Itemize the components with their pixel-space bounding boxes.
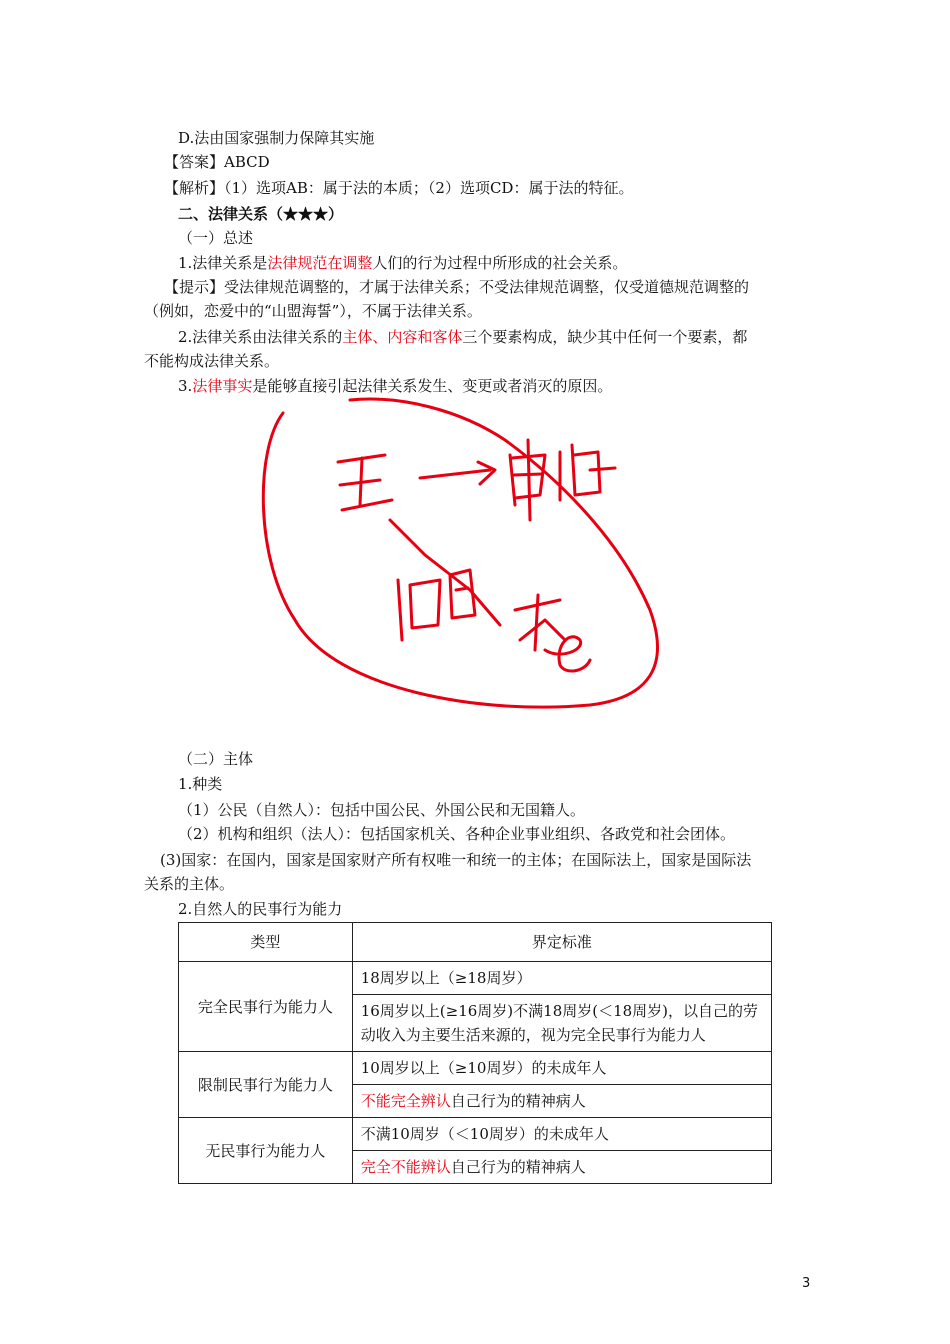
table-row [179, 962, 772, 995]
criteria-cell: 10周岁以上（≥10周岁）的未成年人 [352, 1052, 771, 1085]
subsection-overview: （一）总述 [178, 229, 254, 247]
tip-line-1: 【提示】受法律规范调整的，才属于法律关系；不受法律规范调整，仅受道德规范调整的 [164, 278, 750, 296]
type-limited: 限制民事行为能力人 [179, 1052, 353, 1118]
tip-line-2: （例如，恋爱中的“山盟海誓”），不属于法律关系。 [144, 302, 482, 320]
para-1: 1.法律关系是法律规范在调整人们的行为过程中所形成的社会关系。 [178, 254, 628, 272]
criteria-cell: 完全不能辨认自己行为的精神病人 [352, 1151, 771, 1184]
para-3: 3.法律事实是能够直接引起法律关系发生、变更或者消灭的原因。 [178, 377, 613, 395]
criteria-cell: 不满10周岁（＜10周岁）的未成年人 [352, 1118, 771, 1151]
kind-citizen: （1）公民（自然人）：包括中国公民、外国公民和无国籍人。 [178, 801, 586, 819]
criteria-cell: 16周岁以上(≥16周岁)不满18周岁(＜18周岁)，以自己的劳动收入为主要生活来源的，视为完全民事行为能力人 [352, 995, 771, 1052]
table-row [179, 1052, 772, 1085]
type-none: 无民事行为能力人 [179, 1118, 353, 1184]
table-header-type: 类型 [179, 923, 353, 962]
table-row [179, 1118, 772, 1151]
answer-line: 【答案】ABCD [164, 153, 270, 171]
table-header-row [179, 923, 772, 962]
kinds-heading: 1.种类 [178, 775, 223, 793]
criteria-cell: 18周岁以上（≥18周岁） [352, 962, 771, 995]
capacity-table [178, 922, 772, 1184]
option-d: D.法由国家强制力保障其实施 [178, 129, 375, 147]
para-2-cont: 不能构成法律关系。 [144, 352, 280, 370]
table-header-criteria: 界定标准 [352, 923, 771, 962]
criteria-cell: 不能完全辨认自己行为的精神病人 [352, 1085, 771, 1118]
kind-state-cont: 关系的主体。 [144, 875, 235, 893]
type-full: 完全民事行为能力人 [179, 962, 353, 1052]
kind-state: (3)国家：在国内，国家是国家财产所有权唯一和统一的主体；在国际法上，国家是国际法 [160, 851, 752, 869]
para-2: 2.法律关系由法律关系的主体、内容和客体三个要素构成，缺少其中任何一个要素，都 [178, 328, 748, 346]
capacity-heading: 2.自然人的民事行为能力 [178, 900, 343, 918]
page-number: 3 [802, 1276, 811, 1291]
section-heading: 二、法律关系（★★★） [178, 205, 344, 223]
analysis-line: 【解析】（1）选项AB：属于法的本质；（2）选项CD：属于法的特征。 [164, 179, 634, 197]
subsection-subject: （二）主体 [178, 750, 254, 768]
kind-organization: （2）机构和组织（法人）：包括国家机关、各种企业事业组织、各政党和社会团体。 [178, 825, 736, 843]
